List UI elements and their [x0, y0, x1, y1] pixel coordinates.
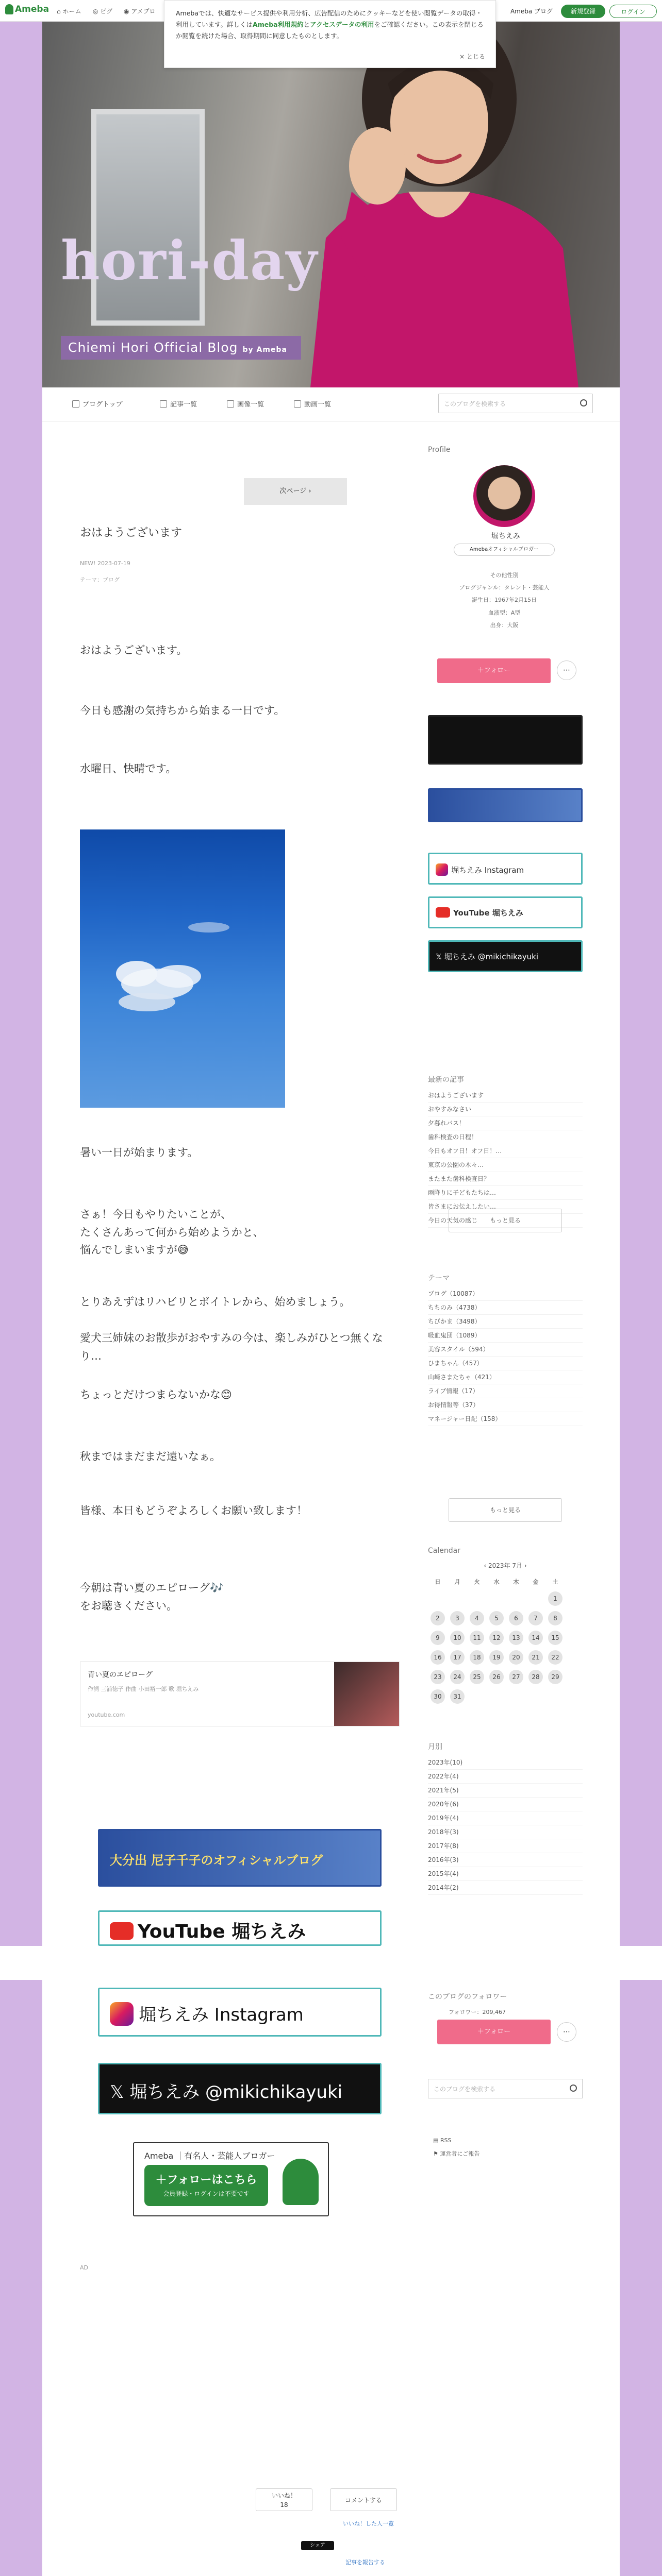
like-list-link[interactable]: いいね！した人一覧	[343, 2520, 394, 2527]
calendar-day[interactable]: 26	[489, 1670, 504, 1684]
cookie-consent-dialog: Amebaでは、快適なサービス提供や利用分析、広告配信のためにクッキーなどを使い閲覧データの取得・利用しています。詳しくはAmeba利用規約とアクセスデータの利用をご確認ください。この表示を閉じるか閲覧を続けた場合、取得期間に同意したものとします。 × とじる	[164, 0, 496, 68]
calendar-day[interactable]: 3	[450, 1611, 465, 1625]
embed-desc: 作詞 三浦徳子 作曲 小田裕一郎 歌 堀ちえみ	[88, 1686, 199, 1692]
profile-name[interactable]: 堀ちえみ	[491, 532, 520, 540]
post-paragraph: 皆様、本日もどうぞよろしくお願い致します！	[80, 1504, 307, 1517]
calendar-day[interactable]: 10	[450, 1631, 465, 1645]
post-paragraph: とりあえずはリハビリとボイトレから、始めましょう。	[80, 1296, 351, 1308]
calendar-day[interactable]: 23	[431, 1670, 445, 1684]
theme-item[interactable]: ひまちゃん（457）	[428, 1357, 583, 1370]
instagram-icon	[436, 863, 448, 876]
profile-heading: Profile	[428, 446, 451, 454]
recent-item[interactable]: またまた歯科検査日？	[428, 1172, 583, 1186]
banner-instagram[interactable]: 堀ちえみ Instagram	[98, 1988, 382, 2037]
calendar-day[interactable]: 30	[431, 1689, 445, 1704]
archive-item[interactable]: 2014年(2)	[428, 1881, 583, 1895]
followers-heading: このブログのフォロワー	[428, 1993, 507, 2001]
header-window	[91, 109, 205, 326]
archive-list	[428, 1756, 583, 1895]
cookie-close-button[interactable]: × とじる	[459, 53, 485, 60]
calendar-day[interactable]: 7	[528, 1611, 543, 1625]
report-post-link[interactable]: 記事を報告する	[345, 2559, 385, 2566]
nav-article-list[interactable]: 記事一覧	[160, 399, 197, 409]
banner-official-blog[interactable]: 大分出 尼子千子のオフィシャルブログ	[98, 1829, 382, 1887]
followers-count: フォロワー：209,467	[449, 2009, 506, 2015]
calendar-heading: Calendar	[428, 1547, 460, 1555]
calendar-day[interactable]: 18	[470, 1650, 484, 1665]
post-paragraph: 今朝は青い夏のエピローグ🎶 をお聴きください。	[80, 1582, 224, 1612]
post-date: NEW! 2023-07-19	[80, 560, 130, 567]
banner-follow-ameba[interactable]: Ameba ｜有名人・芸能人ブロガー ＋フォローはこちら 会員登録・ログインは不要です	[133, 2142, 329, 2216]
archive-item[interactable]: 2016年(3)	[428, 1853, 583, 1867]
calendar-day[interactable]: 14	[528, 1631, 543, 1645]
theme-item[interactable]: マネージャー日記（158）	[428, 1412, 583, 1426]
recent-item[interactable]: 東京の公園の木々…	[428, 1158, 583, 1172]
post-paragraph: 今日も感謝の気持ちから始まる一日です。	[80, 704, 285, 717]
banner-x[interactable]: 𝕏 堀ちえみ @mikichikayuki	[98, 2063, 382, 2114]
archive-item[interactable]: 2015年(4)	[428, 1867, 583, 1881]
sidebar-banner-official-blog[interactable]	[428, 788, 583, 822]
banner-youtube[interactable]: YouTube 堀ちえみ	[98, 1910, 382, 1946]
nav-pigg[interactable]: ◎ ピグ	[93, 8, 113, 15]
post-title[interactable]: おはようございます	[80, 527, 183, 539]
list-icon	[160, 400, 167, 408]
calendar-day[interactable]: 27	[509, 1670, 523, 1684]
theme-item[interactable]: ちちのみ（4738）	[428, 1301, 583, 1315]
embed-thumbnail	[334, 1662, 399, 1726]
ameba-mascot-icon	[283, 2159, 319, 2205]
theme-item[interactable]: お得情報等（37）	[428, 1398, 583, 1412]
post-paragraph: ちょっとだけつまらないかな😊	[80, 1388, 232, 1401]
ameba-logo-icon	[5, 4, 13, 14]
image-icon	[227, 400, 234, 408]
embed-title: 青い夏のエピローグ	[88, 1671, 153, 1679]
archive-item[interactable]: 2022年(4)	[428, 1770, 583, 1784]
calendar-day[interactable]: 6	[509, 1611, 523, 1625]
official-badge: Amebaオフィシャルブロガー	[454, 544, 555, 556]
calendar-day[interactable]: 8	[548, 1611, 562, 1625]
post-paragraph: 水曜日、快晴です。	[80, 762, 177, 775]
report-icon: ⚑	[433, 2150, 440, 2157]
rss-link[interactable]: ▤ RSS	[433, 2137, 452, 2144]
calendar-day[interactable]: 28	[528, 1670, 543, 1684]
calendar-day[interactable]: 16	[431, 1650, 445, 1665]
calendar-day[interactable]: 25	[470, 1670, 484, 1684]
cloud-shapes	[80, 829, 285, 1108]
follow-button[interactable]: ＋フォロー	[437, 658, 551, 683]
calendar-day[interactable]: 17	[450, 1650, 465, 1665]
calendar-month: ‹ 2023年 7月 ›	[484, 1562, 527, 1569]
calendar-day[interactable]: 12	[489, 1631, 504, 1645]
theme-item[interactable]: ライブ情報（17）	[428, 1384, 583, 1398]
nav-amepro[interactable]: ◉ アメプロ	[124, 8, 156, 15]
archive-item[interactable]: 2019年(4)	[428, 1811, 583, 1825]
recent-item[interactable]: おやすみなさい	[428, 1103, 583, 1116]
theme-heading: テーマ	[428, 1274, 450, 1282]
sidebar-search-input[interactable]: このブログを検索する	[428, 2079, 583, 2098]
instagram-icon	[110, 2002, 134, 2026]
youtube-icon	[110, 1922, 134, 1940]
sidebar-banner-book[interactable]	[428, 715, 583, 765]
embed-source: youtube.com	[88, 1711, 125, 1718]
more-options-icon[interactable]: ⋯	[557, 660, 576, 680]
recent-item[interactable]: おはようございます	[428, 1089, 583, 1103]
register-button[interactable]: 新規登録	[561, 5, 605, 18]
archive-heading: 月別	[428, 1743, 442, 1751]
calendar-day[interactable]: 29	[548, 1670, 562, 1684]
nav-blog-top[interactable]: ブログトップ	[72, 399, 123, 409]
calendar-day[interactable]: 22	[548, 1650, 562, 1665]
theme-item[interactable]: 吸血鬼団（1089）	[428, 1329, 583, 1343]
calendar-day[interactable]: 24	[450, 1670, 465, 1684]
youtube-embed-card[interactable]	[80, 1662, 400, 1726]
follow-button-lower[interactable]: ＋フォロー	[437, 2020, 551, 2044]
profile-avatar[interactable]	[473, 465, 535, 527]
youtube-icon	[436, 907, 450, 918]
calendar-day[interactable]: 4	[470, 1611, 484, 1625]
post-paragraph: 秋まではまだまだ遠いなぁ。	[80, 1450, 221, 1463]
post-paragraph: さぁ！今日もやりたいことが、 たくさんあって何から始めようかと、 悩んでしまいますが😅	[80, 1208, 264, 1257]
report-link[interactable]: ⚑ 運営者にご報告	[433, 2150, 480, 2157]
comment-button[interactable]: コメントする	[330, 2488, 397, 2511]
archive-item[interactable]: 2021年(5)	[428, 1784, 583, 1798]
blog-search-input[interactable]: このブログを検索する	[438, 394, 593, 413]
calendar-day[interactable]: 31	[450, 1689, 465, 1704]
nav-video-list[interactable]: 動画一覧	[294, 399, 331, 409]
theme-item[interactable]: ちびかま（3498）	[428, 1315, 583, 1329]
calendar-day[interactable]: 13	[509, 1631, 523, 1645]
search-icon	[570, 2084, 577, 2092]
home-icon	[72, 400, 79, 408]
next-month-icon[interactable]: ›	[522, 1562, 527, 1569]
calendar-day[interactable]: 21	[528, 1650, 543, 1665]
calendar-day[interactable]: 9	[431, 1631, 445, 1645]
access-data-link[interactable]: アクセスデータの利用	[310, 20, 374, 28]
recent-item[interactable]: 歯科検査の日程！	[428, 1130, 583, 1144]
calendar-day[interactable]: 5	[489, 1611, 504, 1625]
ameba-logo[interactable]: Ameba	[5, 4, 49, 14]
x-icon: 𝕏	[110, 2082, 130, 2103]
sidebar-banner-x[interactable]: 𝕏 堀ちえみ @mikichikayuki	[428, 940, 583, 972]
share-button[interactable]: シェア	[301, 2541, 334, 2550]
calendar-day[interactable]: 2	[431, 1611, 445, 1625]
post-photo-sky[interactable]	[80, 829, 285, 1108]
recent-item[interactable]: 今日もオフ日！オフ日！…	[428, 1144, 583, 1158]
video-icon	[294, 400, 301, 408]
recent-more-button[interactable]: もっと見る	[449, 1209, 562, 1232]
archive-item[interactable]: 2017年(8)	[428, 1839, 583, 1853]
search-icon	[580, 399, 587, 406]
theme-item[interactable]: 美容スタイル（594）	[428, 1343, 583, 1357]
header-portrait	[290, 22, 578, 387]
calendar-day[interactable]: 1	[548, 1591, 562, 1606]
blog-subtitle: Chiemi Hori Official Blog by Ameba	[61, 336, 301, 360]
theme-item[interactable]: ブログ（10087）	[428, 1287, 583, 1301]
login-button[interactable]: ログイン	[609, 5, 657, 18]
nav-home[interactable]: ⌂ ホーム	[57, 8, 81, 15]
rss-icon: ▤	[433, 2137, 440, 2144]
more-options-icon[interactable]: ⋯	[557, 2022, 576, 2042]
terms-link[interactable]: Ameba利用規約	[253, 20, 304, 28]
page-gap	[0, 1946, 662, 1980]
ameba-blog-button[interactable]: Ameba ブログ	[510, 8, 553, 15]
archive-item[interactable]: 2023年(10)	[428, 1756, 583, 1770]
like-button[interactable]: いいね！ 18	[256, 2488, 312, 2511]
calendar-day[interactable]: 15	[548, 1631, 562, 1645]
profile-fields: その他性別 ブログジャンル：タレント・芸能人 誕生日：1967年2月15日 血液型：A型 出身：大阪	[459, 572, 550, 629]
calendar-grid: 日 月 火 水 木 金 土 1 2 3 4 5 6 7 8 9 10 11 12 13 14 15 16 17 18 19 20 21 22 23 24 25 26 27 28 29 30 31	[428, 1574, 565, 1706]
calendar-day[interactable]: 11	[470, 1631, 484, 1645]
nav-image-list[interactable]: 画像一覧	[227, 399, 264, 409]
post-paragraph: 愛犬三姉妹のお散歩がおやすみの今は、楽しみがひとつ無くなり…	[80, 1332, 383, 1362]
sidebar-banner-youtube[interactable]: YouTube 堀ちえみ	[428, 896, 583, 928]
recent-item[interactable]: 雨降りに子どもたちは…	[428, 1186, 583, 1200]
recent-heading: 最新の記事	[428, 1076, 464, 1084]
recent-item[interactable]: 今日の天気の感じ	[428, 1214, 583, 1228]
sidebar-banner-instagram[interactable]: 堀ちえみ Instagram	[428, 853, 583, 885]
blog-title[interactable]: hori-day	[61, 229, 318, 292]
prev-month-icon[interactable]: ‹	[484, 1562, 488, 1569]
x-icon: 𝕏	[436, 952, 444, 961]
calendar-day[interactable]: 20	[509, 1650, 523, 1665]
recent-item[interactable]: 夕暮れバス！	[428, 1116, 583, 1130]
calendar-day[interactable]: 19	[489, 1650, 504, 1665]
post-theme[interactable]: テーマ：ブログ	[80, 577, 120, 583]
post-paragraph: おはようございます。	[80, 644, 188, 656]
blog-header-image	[42, 22, 620, 387]
next-page-button[interactable]: 次ページ ›	[244, 478, 347, 505]
archive-item[interactable]: 2020年(6)	[428, 1798, 583, 1811]
ad-label: AD	[80, 2264, 88, 2271]
recent-item[interactable]: 皆さまにお伝えしたい…	[428, 1200, 583, 1214]
theme-item[interactable]: 山崎さまたちゃ（421）	[428, 1370, 583, 1384]
post-paragraph: 暑い一日が始まります。	[80, 1146, 198, 1159]
theme-list	[428, 1287, 583, 1426]
archive-item[interactable]: 2018年(3)	[428, 1825, 583, 1839]
theme-more-button[interactable]: もっと見る	[449, 1498, 562, 1522]
recent-list	[428, 1089, 583, 1228]
